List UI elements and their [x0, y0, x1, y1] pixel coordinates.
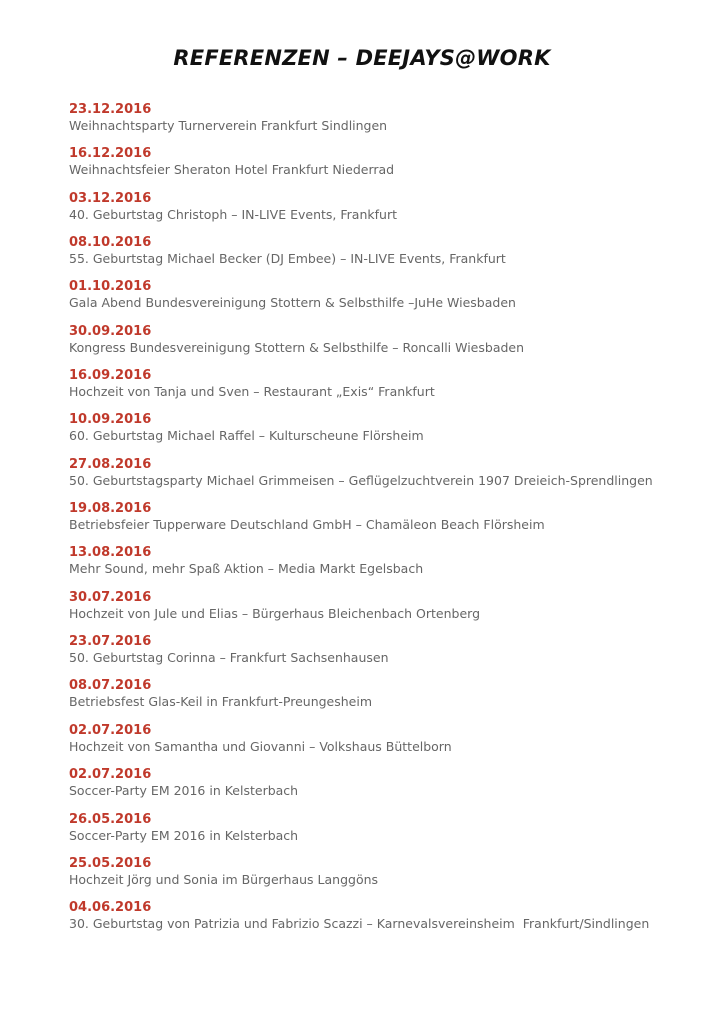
entry-date: 08.07.2016	[69, 678, 152, 694]
list-item	[69, 235, 709, 279]
list-item	[69, 723, 709, 767]
list-item	[69, 412, 709, 456]
entry-date: 30.07.2016	[69, 589, 152, 605]
entry-description: Weihnachtsfeier Sheraton Hotel Frankfurt Niederrad	[69, 162, 395, 178]
entry-description: Hochzeit von Jule und Elias – Bürgerhaus Bleichenbach Ortenberg	[69, 605, 480, 621]
entry-description: 50. Geburtstag Corinna – Frankfurt Sachsenhausen	[69, 650, 389, 666]
entry-date: 03.12.2016	[69, 190, 152, 206]
list-item	[69, 678, 709, 722]
entry-description: 55. Geburtstag Michael Becker (DJ Embee) – IN-LIVE Events, Frankfurt	[69, 251, 506, 267]
entry-date: 04.06.2016	[69, 900, 152, 916]
list-item	[69, 368, 709, 412]
entry-date: 27.08.2016	[69, 456, 152, 472]
entry-description: 30. Geburtstag von Patrizia und Fabrizio Scazzi – Karnevalsvereinsheim Frankfurt/Sindlingen	[69, 916, 650, 932]
list-item	[69, 501, 709, 545]
entry-description: Gala Abend Bundesvereinigung Stottern & Selbsthilfe –JuHe Wiesbaden	[69, 295, 516, 311]
list-item	[69, 457, 709, 501]
entry-date: 10.09.2016	[69, 412, 152, 428]
entry-description: Hochzeit von Samantha und Giovanni – Volkshaus Büttelborn	[69, 738, 452, 754]
list-item	[69, 191, 709, 235]
list-item	[69, 324, 709, 368]
entry-description: Hochzeit Jörg und Sonia im Bürgerhaus Langgöns	[69, 871, 379, 887]
list-item	[69, 590, 709, 634]
reference-list	[69, 102, 709, 945]
entry-description: 60. Geburtstag Michael Raffel – Kulturscheune Flörsheim	[69, 428, 424, 444]
entry-date: 23.12.2016	[69, 102, 152, 117]
entry-date: 16.12.2016	[69, 146, 152, 162]
entry-date: 19.08.2016	[69, 501, 152, 517]
entry-description: Kongress Bundesvereinigung Stottern & Selbsthilfe – Roncalli Wiesbaden	[69, 339, 525, 355]
entry-description: Soccer-Party EM 2016 in Kelsterbach	[69, 827, 299, 843]
entry-date: 25.05.2016	[69, 855, 152, 871]
entry-description: Betriebsfest Glas-Keil in Frankfurt-Preungesheim	[69, 694, 373, 710]
list-item	[69, 102, 709, 146]
entry-description: Mehr Sound, mehr Spaß Aktion – Media Markt Egelsbach	[69, 561, 424, 577]
list-item	[69, 634, 709, 678]
entry-date: 26.05.2016	[69, 811, 152, 827]
entry-date: 02.07.2016	[69, 722, 152, 738]
list-item	[69, 279, 709, 323]
entry-date: 01.10.2016	[69, 279, 152, 295]
page-title: REFERENZEN – DEEJAYS@WORK	[173, 46, 551, 70]
entry-date: 08.10.2016	[69, 235, 152, 251]
list-item	[69, 767, 709, 811]
entry-date: 23.07.2016	[69, 634, 152, 650]
list-item	[69, 900, 709, 944]
entry-description: Hochzeit von Tanja und Sven – Restaurant „Exis“ Frankfurt	[69, 384, 435, 400]
entry-description: 50. Geburtstagsparty Michael Grimmeisen – Geflügelzuchtverein 1907 Dreieich-Sprendlingen	[69, 472, 653, 488]
entry-date: 02.07.2016	[69, 767, 152, 783]
entry-description: 40. Geburtstag Christoph – IN-LIVE Events, Frankfurt	[69, 206, 397, 222]
list-item	[69, 146, 709, 190]
entry-date: 30.09.2016	[69, 323, 152, 339]
list-item	[69, 856, 709, 900]
entry-date: 13.08.2016	[69, 545, 152, 561]
list-item	[69, 545, 709, 589]
entry-description: Soccer-Party EM 2016 in Kelsterbach	[69, 783, 299, 799]
entry-description: Betriebsfeier Tupperware Deutschland GmbH – Chamäleon Beach Flörsheim	[69, 517, 545, 533]
entry-date: 16.09.2016	[69, 368, 152, 384]
entry-description: Weihnachtsparty Turnerverein Frankfurt Sindlingen	[69, 118, 388, 133]
list-item	[69, 812, 709, 856]
